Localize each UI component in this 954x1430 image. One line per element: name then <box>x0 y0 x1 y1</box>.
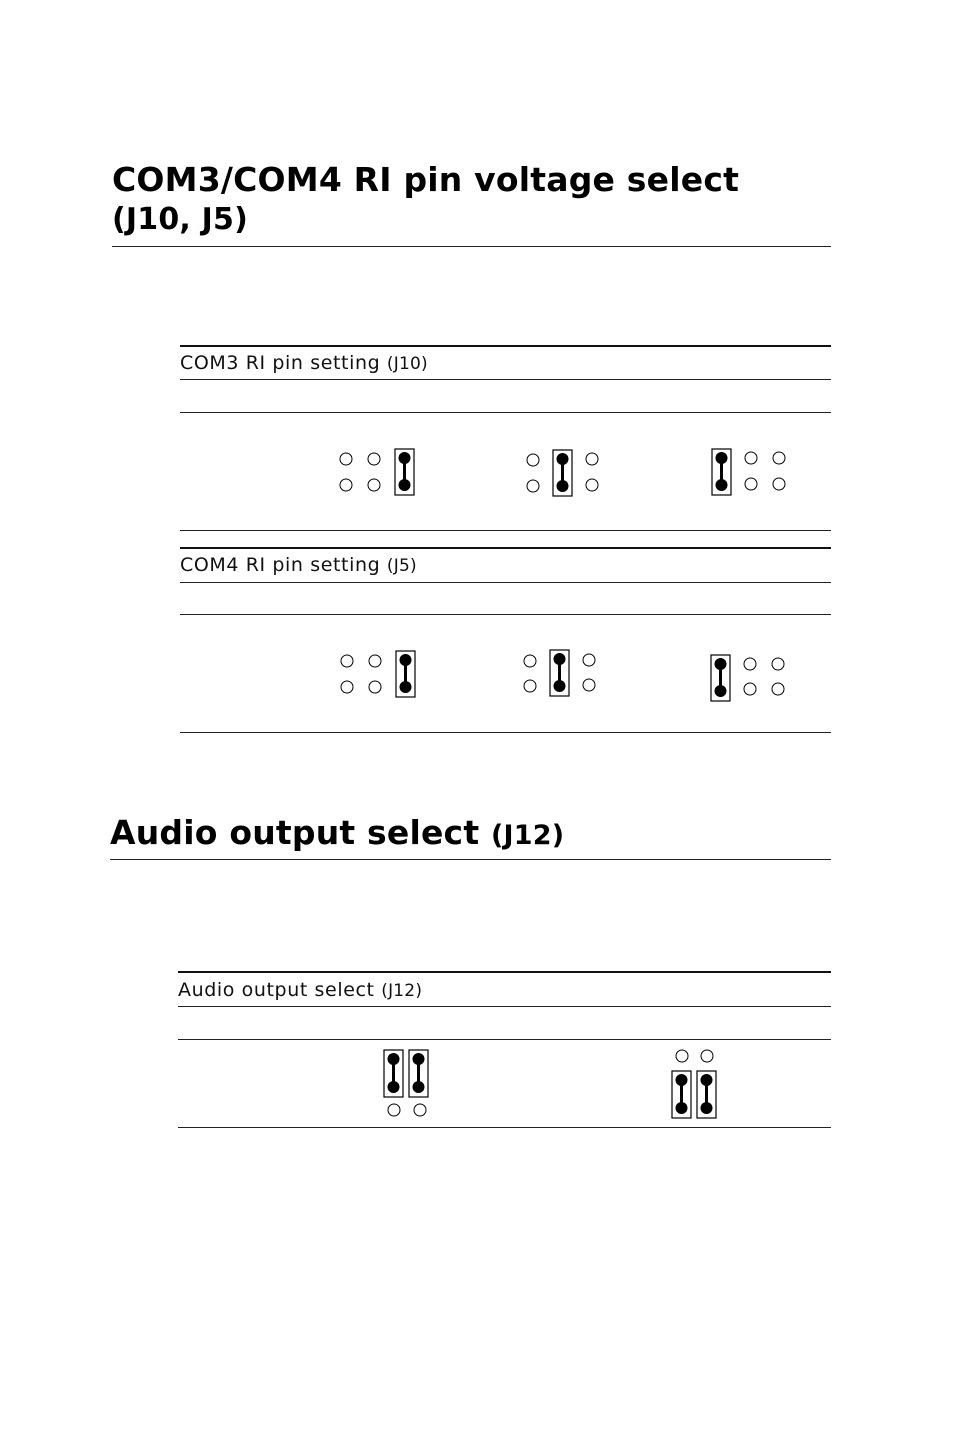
pin-open <box>340 479 352 491</box>
pin-open <box>772 658 784 670</box>
audio-label-ref: (J12) <box>381 981 423 1001</box>
com3-jumper-diagram-1 <box>330 446 430 502</box>
pin-open <box>586 479 598 491</box>
pin-open <box>368 453 380 465</box>
com4-label-main: COM4 RI pin setting <box>180 554 381 576</box>
table-top-rule <box>180 345 831 347</box>
pin-open <box>744 658 756 670</box>
jumper-cap <box>550 650 569 696</box>
com4-jumper-diagram-3 <box>706 650 806 706</box>
audio-heading-main: Audio output select <box>110 813 480 852</box>
pin-open <box>586 453 598 465</box>
pin-open <box>369 655 381 667</box>
pin-open <box>745 452 757 464</box>
pin-open <box>701 1050 713 1062</box>
com3-jumper-diagram-3 <box>708 444 808 500</box>
jumper-cap <box>712 449 731 495</box>
jumper-cap <box>395 449 414 495</box>
pin-open <box>388 1104 400 1116</box>
pin-open <box>341 655 353 667</box>
jumper-cap <box>711 655 730 701</box>
pin-open <box>744 683 756 695</box>
pin-open <box>527 454 539 466</box>
pin-open <box>414 1104 426 1116</box>
com3-label-main: COM3 RI pin setting <box>180 352 381 374</box>
audio-heading-ref: (J12) <box>491 820 565 851</box>
pin-open <box>583 679 595 691</box>
audio-label-main: Audio output select <box>178 979 375 1001</box>
audio-table-label <box>178 979 422 1001</box>
pin-open <box>341 681 353 693</box>
section-heading-audio <box>110 813 564 856</box>
table-bottom-rule <box>180 530 831 531</box>
heading-line-1: COM3/COM4 RI pin voltage select <box>112 160 740 199</box>
jumper-cap <box>384 1050 403 1097</box>
table-rule <box>180 582 831 583</box>
jumper-cap <box>697 1071 716 1118</box>
pin-open <box>527 480 539 492</box>
heading-underline <box>112 246 831 247</box>
table-rule <box>178 1039 831 1040</box>
pin-open <box>368 479 380 491</box>
heading-underline <box>110 859 831 860</box>
com3-label-ref: (J10) <box>386 354 428 374</box>
pin-open <box>676 1050 688 1062</box>
pin-open <box>340 453 352 465</box>
pin-open <box>583 654 595 666</box>
pin-open <box>773 452 785 464</box>
jumper-cap <box>409 1050 428 1097</box>
section-heading-com-ri <box>112 160 739 240</box>
table-rule <box>178 1006 831 1007</box>
com4-label-ref: (J5) <box>386 556 417 576</box>
jumper-cap <box>396 651 415 697</box>
audio-jumper-diagram-2 <box>668 1046 728 1122</box>
com3-table-label <box>180 352 428 374</box>
table-top-rule <box>178 971 831 973</box>
com4-table-label <box>180 554 417 576</box>
table-bottom-rule <box>178 1127 831 1128</box>
pin-open <box>745 478 757 490</box>
pin-open <box>773 478 785 490</box>
table-top-rule <box>180 547 831 549</box>
jumper-cap <box>672 1071 691 1118</box>
table-bottom-rule <box>180 732 831 733</box>
pin-open <box>524 680 536 692</box>
jumper-cap <box>553 450 572 496</box>
com4-jumper-diagram-2 <box>515 646 615 702</box>
table-rule <box>180 379 831 380</box>
table-rule <box>180 614 831 615</box>
com4-jumper-diagram-1 <box>331 648 431 704</box>
table-rule <box>180 412 831 413</box>
audio-jumper-diagram-1 <box>380 1046 440 1122</box>
com3-jumper-diagram-2 <box>518 446 618 502</box>
pin-open <box>772 683 784 695</box>
pin-open <box>369 681 381 693</box>
pin-open <box>524 655 536 667</box>
heading-line-2: (J10, J5) <box>112 202 249 237</box>
